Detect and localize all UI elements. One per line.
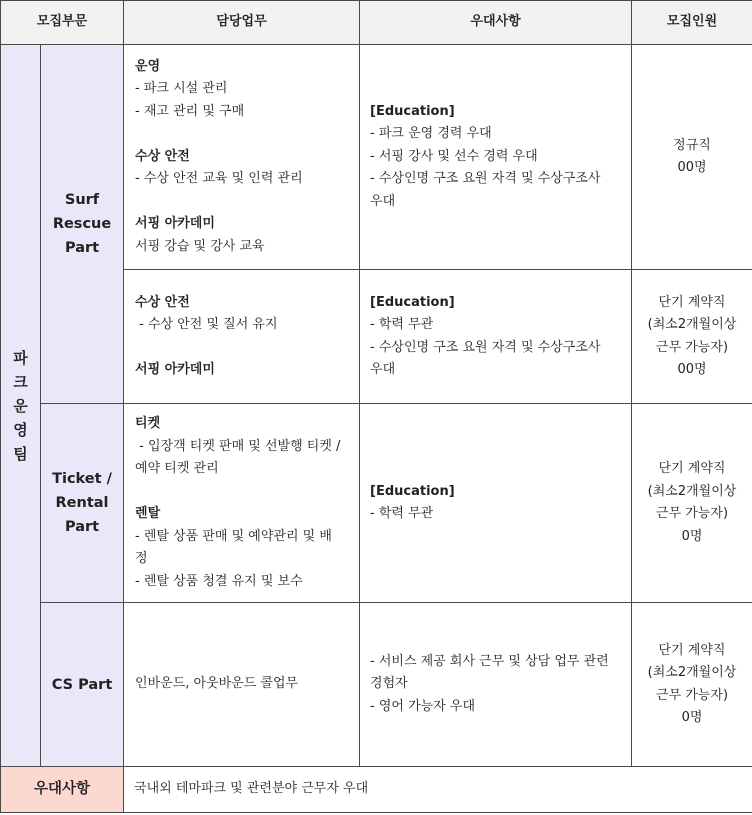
surf-row2-pref: [Education] - 학력 무관 - 수상인명 구조 요원 자격 및 수상구조사 우대 bbox=[360, 270, 632, 404]
cs-row bbox=[1, 603, 752, 767]
footer-row bbox=[1, 767, 752, 813]
ticket-count: 단기 계약직 (최소2개월이상 근무 가능자) 0명 bbox=[632, 404, 752, 603]
ticket-part-name: Ticket / Rental Part bbox=[41, 404, 124, 603]
footer-label: 우대사항 bbox=[1, 767, 124, 813]
ticket-row bbox=[1, 404, 752, 603]
cs-duty: 인바운드, 아웃바운드 콜업무 bbox=[124, 603, 360, 767]
header-count: 모집인원 bbox=[632, 1, 752, 45]
ticket-pref: [Education] - 학력 무관 bbox=[360, 404, 632, 603]
surf-row-1 bbox=[1, 45, 752, 270]
surf-row1-count: 정규직 00명 bbox=[632, 45, 752, 270]
team-name-cell bbox=[1, 45, 41, 767]
header-dept: 모집부문 bbox=[1, 1, 124, 45]
surf-row2-duty: 수상 안전 - 수상 안전 및 질서 유지 서핑 아카데미 bbox=[124, 270, 360, 404]
surf-row1-pref: [Education] - 파크 운영 경력 우대 - 서핑 강사 및 선수 경력 우대 - 수상인명 구조 요원 자격 및 수상구조사 우대 bbox=[360, 45, 632, 270]
header-row bbox=[1, 1, 752, 45]
cs-count: 단기 계약직 (최소2개월이상 근무 가능자) 0명 bbox=[632, 603, 752, 767]
footer-text: 국내외 테마파크 및 관련분야 근무자 우대 bbox=[124, 767, 752, 813]
surf-part-name: Surf Rescue Part bbox=[41, 45, 124, 404]
ticket-duty: 티켓 - 입장객 티켓 판매 및 선발행 티켓 / 예약 티켓 관리 렌탈 - 렌탈 상품 판매 및 예약관리 및 배 정 - 렌탈 상품 청결 유지 및 보수 bbox=[124, 404, 360, 603]
cs-pref: - 서비스 제공 회사 근무 및 상담 업무 관련 경험자 - 영어 가능자 우대 bbox=[360, 603, 632, 767]
header-pref: 우대사항 bbox=[360, 1, 632, 45]
cs-part-name: CS Part bbox=[41, 603, 124, 767]
header-duty: 담당업무 bbox=[124, 1, 360, 45]
surf-row2-count: 단기 계약직 (최소2개월이상 근무 가능자) 00명 bbox=[632, 270, 752, 404]
surf-row1-duty: 운영 - 파크 시설 관리 - 재고 관리 및 구매 수상 안전 - 수상 안전 교육 및 인력 관리 서핑 아카데미 서핑 강습 및 강사 교육 bbox=[124, 45, 360, 270]
team-name: 파크운영팀 bbox=[13, 348, 28, 463]
